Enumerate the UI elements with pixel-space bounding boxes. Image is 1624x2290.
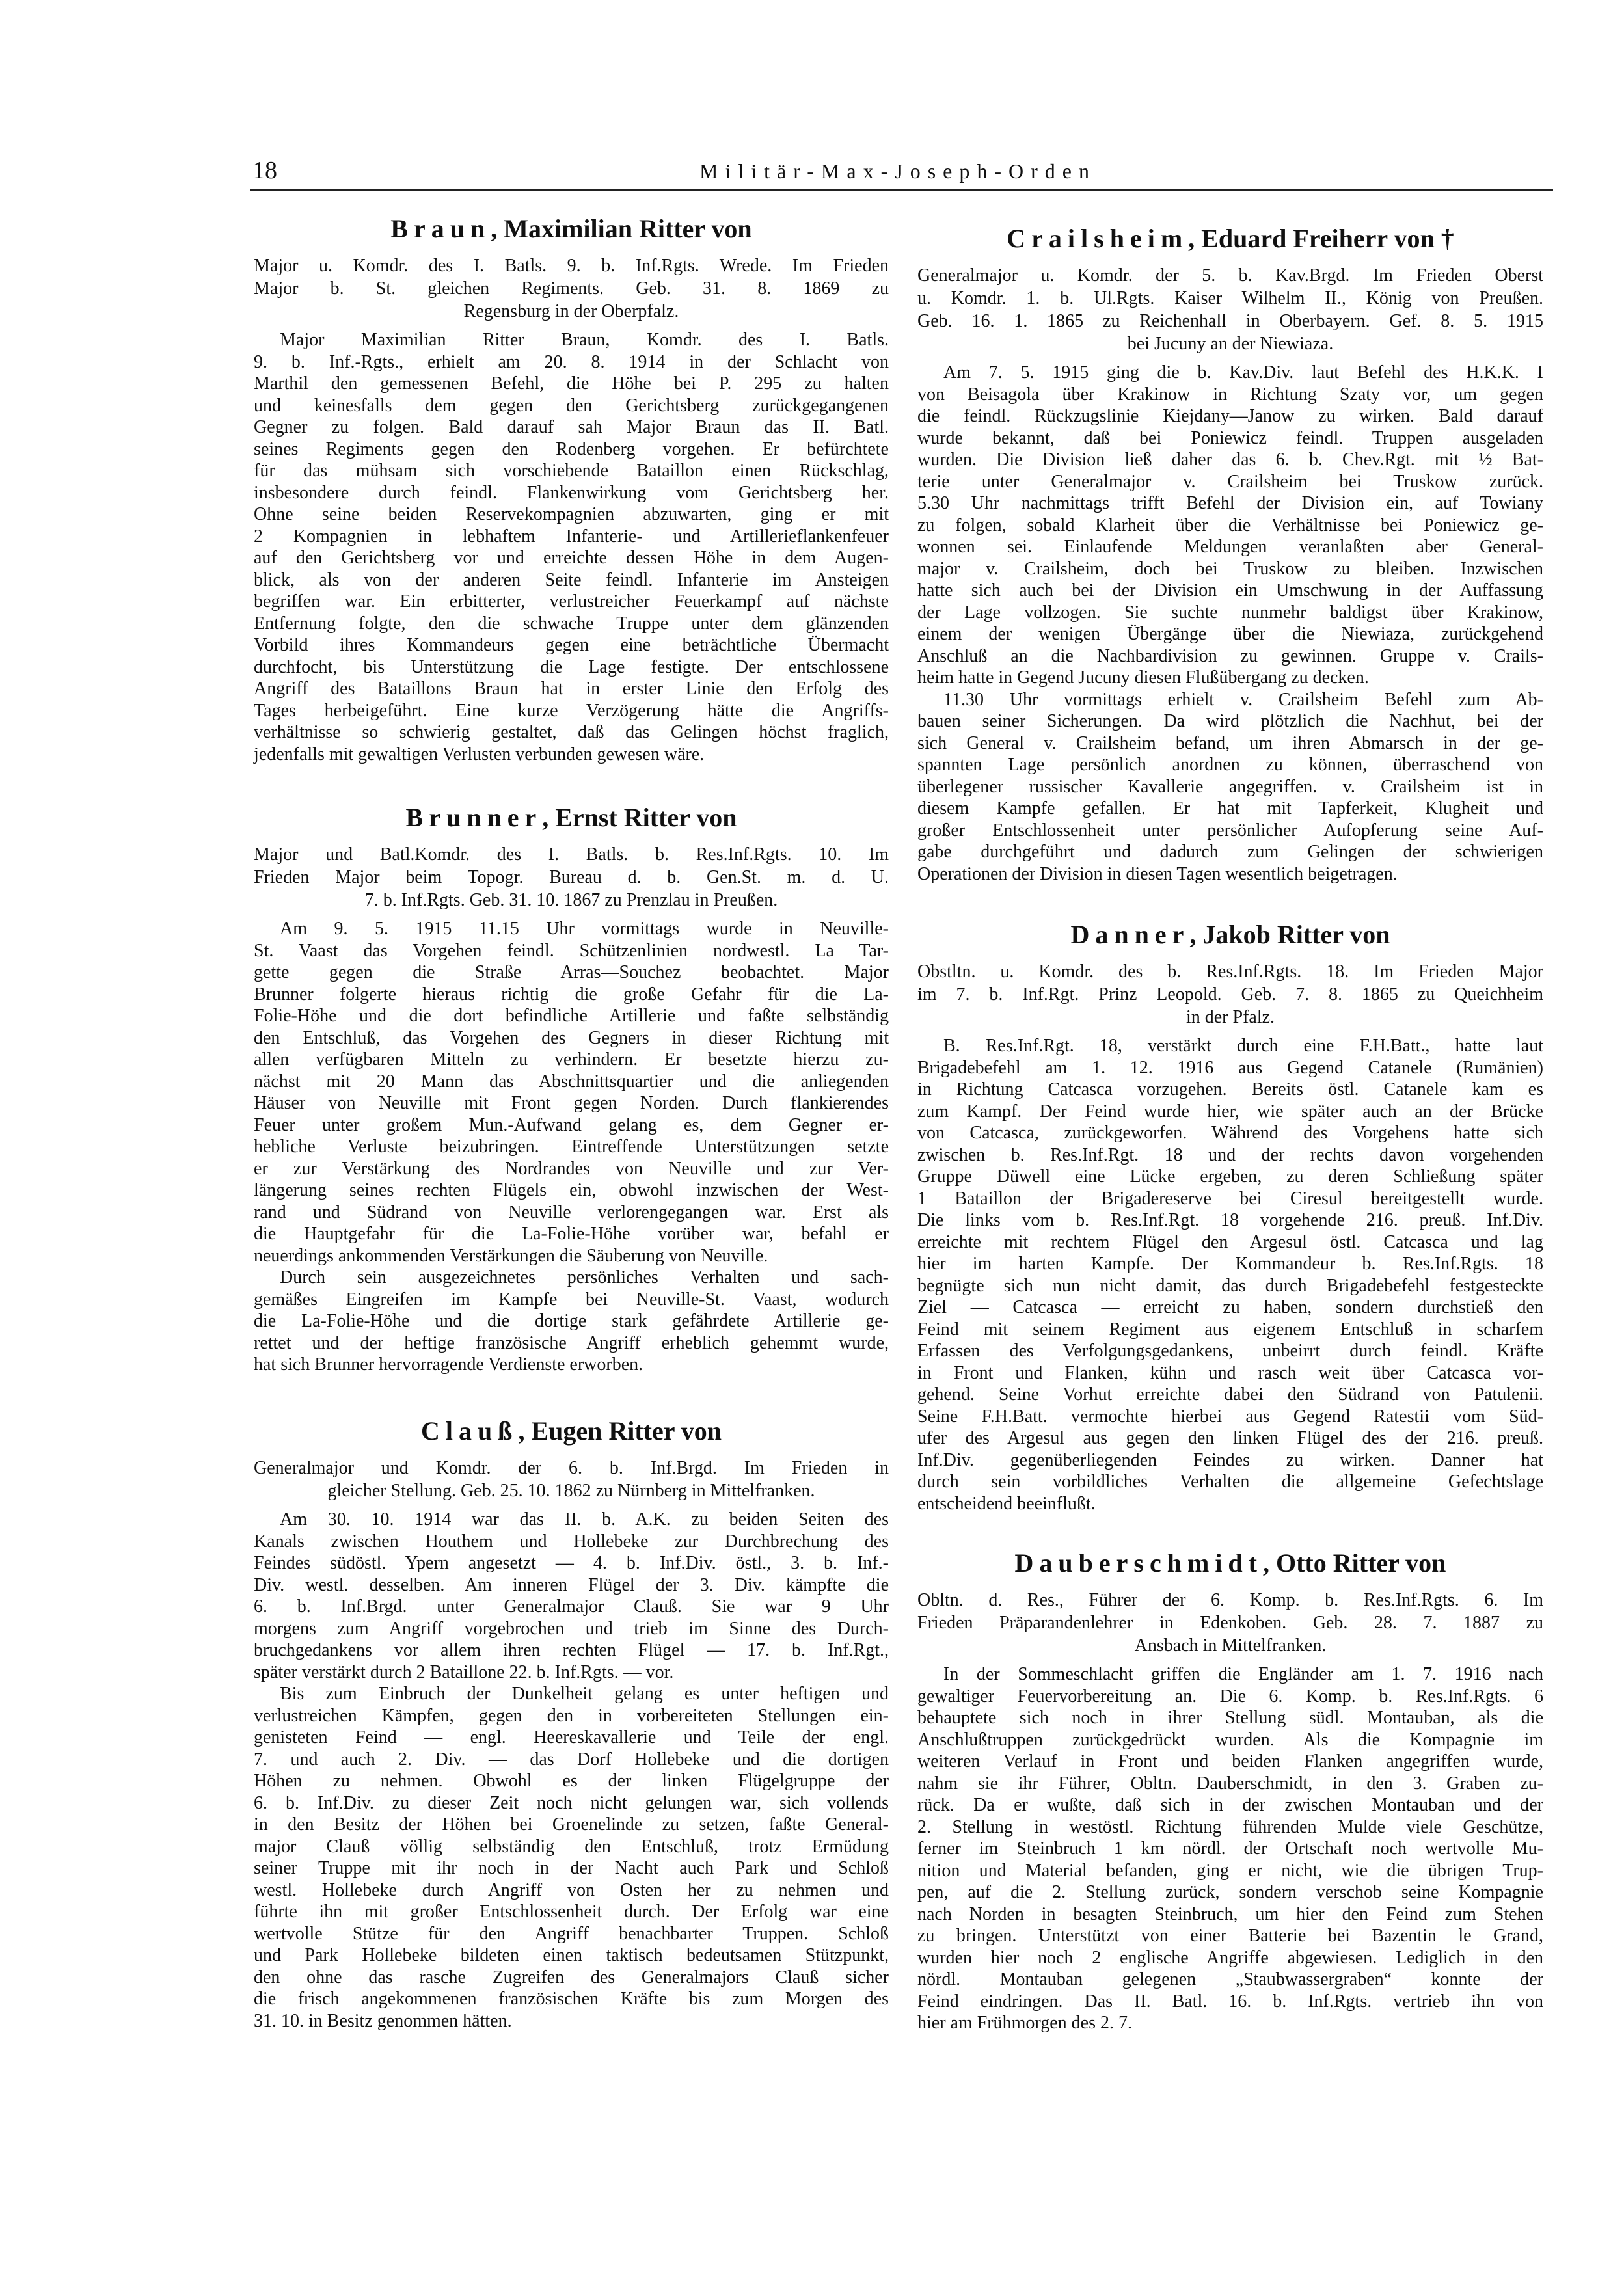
text-line: in den Besitz der Höhen bei Groenelinde zu setzen, faßte General- xyxy=(254,1814,889,1835)
summary-line: Generalmajor und Komdr. der 6. b. Inf.Brgd. Im Frieden in xyxy=(254,1458,889,1478)
text-line: rettet und der heftige französische Angriff erheblich gehemmt wurde, xyxy=(254,1332,889,1353)
text-line: für das mühsam sich vorschiebende Bataillon einen Rückschlag, xyxy=(254,461,889,481)
entry-service-summary xyxy=(917,1589,1543,1657)
text-line: Ziel — Catcasca — erreicht zu haben, sondern durchstieß den xyxy=(917,1297,1543,1317)
text-line: Vorbild ihres Kommandeurs gegen eine beträchtliche Übermacht xyxy=(254,635,889,655)
entry-body xyxy=(917,362,1543,885)
text-line: spannten Lage persönlich anordnen zu können, überraschend von xyxy=(917,755,1543,775)
entry-body xyxy=(917,1035,1543,1515)
text-line: von Catcasca, zurückgeworfen. Während des Vorgehens hatte sich xyxy=(917,1123,1543,1143)
summary-line: Frieden Präparandenlehrer in Edenkoben. Geb. 28. 7. 1887 zu xyxy=(917,1613,1543,1633)
text-line: nahm sie ihr Führer, Obltn. Dauberschmidt, in den 3. Graben zu- xyxy=(917,1773,1543,1794)
paragraph xyxy=(917,362,1543,689)
summary-line: in der Pfalz. xyxy=(1185,1007,1275,1027)
text-line: erreichte mit rechtem Flügel den Argesul östl. Catcasca und lag xyxy=(917,1232,1543,1252)
text-line: verhältnisse so schwierig gestaltet, daß das Gelingen höchst fraglich, xyxy=(254,722,889,742)
text-line: Anschluß an die Nachbardivision zu gewinnen. Gruppe v. Crails- xyxy=(917,645,1543,666)
text-line: diesem Kampfe gefallen. Er hat mit Tapferkeit, Klugheit und xyxy=(917,798,1543,818)
paragraph xyxy=(917,1664,1543,2034)
entry-service-summary xyxy=(254,1457,889,1502)
text-line: Div. westl. desselben. Am inneren Flügel der 3. Div. kämpfte die xyxy=(254,1574,889,1595)
text-line: Höhen zu nehmen. Obwohl es der linken Flügelgruppe der xyxy=(254,1771,889,1791)
text-line: nach Norden in besagten Steinbruch, um hier den Feind zum Stehen xyxy=(917,1904,1543,1924)
text-line: blick, als von der anderen Seite feindl. Infanterie im Ansteigen xyxy=(254,569,889,590)
text-line: major v. Crailsheim, doch bei Truskow zu bleiben. Inzwischen xyxy=(917,558,1543,579)
text-line: Durch sein ausgezeichnetes persönliches Verhalten und sach- xyxy=(280,1267,889,1287)
text-line: Kanals zwischen Houthem und Hollebeke zur Durchbrechung des xyxy=(254,1531,889,1552)
text-line: allen verfügbaren Mitteln zu verhindern. Er besetzte hierzu zu- xyxy=(254,1049,889,1070)
text-line: zum Kampf. Der Feind wurde hier, wie später auch an der Brücke xyxy=(917,1101,1543,1122)
text-line: 9. b. Inf.-Rgts., erhielt am 20. 8. 1914 in der Schlacht von xyxy=(254,351,889,372)
summary-line: Major b. St. gleichen Regiments. Geb. 31. 8. 1869 zu xyxy=(254,278,889,299)
text-line: wurde bekannt, daß bei Poniewicz feindl. Truppen ausgeladen xyxy=(917,427,1543,448)
text-line: durchfocht, bis Unterstützung die Lage festigte. Der entschlossene xyxy=(254,656,889,677)
entry-service-summary xyxy=(917,264,1543,355)
text-line: hat sich Brunner hervorragende Verdienste erworben. xyxy=(254,1354,643,1375)
text-line: B. Res.Inf.Rgt. 18, verstärkt durch eine F.H.Batt., hatte laut xyxy=(943,1036,1543,1056)
text-line: 7. und auch 2. Div. — das Dorf Hollebeke und die dortigen xyxy=(254,1749,889,1770)
entry-brunner xyxy=(254,800,889,1376)
text-line: seiner Truppe mit ihr noch in der Nacht auch Park und Schloß xyxy=(254,1858,889,1878)
text-line: ufer des Argesul aus gegen den linken Flügel des der 216. preuß. xyxy=(917,1428,1543,1448)
summary-line: Major und Batl.Komdr. des I. Batls. b. Res.Inf.Rgts. 10. Im xyxy=(254,844,889,865)
entry-name-rest: , Otto Ritter von xyxy=(1263,1548,1446,1578)
text-line: und Park Hollebeke bildeten einen taktisch bedeutsamen Stützpunkt, xyxy=(254,1945,889,1965)
entry-heading xyxy=(917,221,1543,257)
entry-heading xyxy=(254,211,889,247)
summary-line: 7. b. Inf.Rgts. Geb. 31. 10. 1867 zu Prenzlau in Preußen. xyxy=(364,890,778,910)
text-line: bauen seiner Sicherungen. Da wird plötzlich die Nachhut, bei der xyxy=(917,711,1543,731)
entry-surname: Braun xyxy=(390,214,491,243)
text-line: Bis zum Einbruch der Dunkelheit gelang es unter heftigen und xyxy=(280,1684,889,1704)
entry-body xyxy=(254,329,889,765)
text-line: hebliche Verluste beizubringen. Eintreffende Unterstützungen setzte xyxy=(254,1137,889,1157)
summary-line: Geb. 16. 1. 1865 zu Reichenhall in Oberbayern. Gef. 8. 5. 1915 xyxy=(917,311,1543,331)
entry-dauberschmidt xyxy=(917,1545,1543,2034)
text-line: neuerdings ankommenden Verstärkungen die Säuberung von Neuville. xyxy=(254,1245,768,1266)
text-line: Operationen der Division in diesen Tagen wesentlich beigetragen. xyxy=(917,863,1398,884)
text-line: 11.30 Uhr vormittags erhielt v. Crailsheim Befehl zum Ab- xyxy=(943,689,1543,710)
entry-braun xyxy=(254,211,889,765)
entry-heading xyxy=(917,1545,1543,1582)
entry-danner xyxy=(917,917,1543,1515)
text-line: bruchgedankens vor allem ihren rechten Flügel — 17. b. Inf.Rgt., xyxy=(254,1640,889,1660)
text-line: und keinesfalls dem gegen den Gerichtsberg zurückgegangenen xyxy=(254,395,889,416)
text-line: Brigadebefehl am 1. 12. 1916 aus Gegend Catanele (Rumänien) xyxy=(917,1057,1543,1078)
text-line: Feindes südöstl. Ypern angesetzt — 4. b. Inf.Div. östl., 3. b. Inf.- xyxy=(254,1553,889,1573)
text-line: seines Regiments gegen den Rodenberg vorgehen. Er befürchtete xyxy=(254,438,889,459)
paragraph xyxy=(917,1035,1543,1515)
text-line: überlegener russischer Kavallerie angegriffen. v. Crailsheim ist in xyxy=(917,776,1543,797)
summary-line: gleicher Stellung. Geb. 25. 10. 1862 zu Nürnberg in Mittelfranken. xyxy=(327,1481,815,1501)
text-line: hier am Frühmorgen des 2. 7. xyxy=(917,2013,1132,2033)
paragraph xyxy=(254,329,889,765)
text-line: Die links vom b. Res.Inf.Rgt. 18 vorgehende 216. preuß. Inf.Div. xyxy=(917,1210,1543,1230)
entry-name-rest: , Ernst Ritter von xyxy=(542,803,737,832)
page-number: 18 xyxy=(252,157,277,184)
entry-heading xyxy=(254,800,889,836)
text-line: rück. Da er wußte, daß sich in der zwischen Montauban und der xyxy=(917,1795,1543,1815)
header-divider xyxy=(250,189,1553,191)
text-line: genisteten Feind — engl. Heereskavallerie und Teile der engl. xyxy=(254,1727,889,1747)
summary-line: Generalmajor u. Komdr. der 5. b. Kav.Brgd. Im Frieden Oberst xyxy=(917,265,1543,286)
text-line: ferner im Steinbruch 1 km nördl. der Ortschaft noch wertvolle Mu- xyxy=(917,1839,1543,1859)
text-line: heim hatte in Gegend Jucuny diesen Flußübergang zu decken. xyxy=(917,667,1369,688)
summary-line: Major u. Komdr. des I. Batls. 9. b. Inf.Rgts. Wrede. Im Frieden xyxy=(254,256,889,276)
text-line: gette gegen die Straße Arras—Souchez beobachtet. Major xyxy=(254,962,889,982)
text-line: wurden hier noch 2 englische Angriffe abgewiesen. Lediglich in den xyxy=(917,1947,1543,1968)
text-line: westl. Hollebeke durch Angriff von Osten her zu nehmen und xyxy=(254,1879,889,1900)
text-line: zwischen b. Res.Inf.Rgt. 18 und der rechts davon vorgehenden xyxy=(917,1144,1543,1165)
text-line: 6. b. Inf.Brgd. unter Generalmajor Clauß. Sie war 9 Uhr xyxy=(254,1596,889,1617)
text-line: jedenfalls mit gewaltigen Verlusten verbunden gewesen wäre. xyxy=(254,744,705,764)
text-line: den Entschluß, das Vorgehen des Gegners in dieser Richtung mit xyxy=(254,1027,889,1048)
paragraph xyxy=(254,918,889,1267)
text-line: weiteren Verlauf in Front und beiden Flanken angegriffen wurde, xyxy=(917,1751,1543,1771)
running-title: Militär-Max-Joseph-Orden xyxy=(699,159,1096,183)
summary-line: im 7. b. Inf.Rgt. Prinz Leopold. Geb. 7. 8. 1865 zu Queichheim xyxy=(917,984,1543,1004)
text-line: 2 Kompagnien in lebhaftem Infanterie- und Artillerieflankenfeuer xyxy=(254,526,889,546)
entry-surname: Brunner xyxy=(405,803,543,832)
entry-body xyxy=(254,918,889,1376)
text-line: wonnen sei. Einlaufende Meldungen veranlaßten aber General- xyxy=(917,537,1543,557)
text-line: sich General v. Crailsheim befand, um ihren Abmarsch in der ge- xyxy=(917,733,1543,753)
entry-surname: Crailsheim xyxy=(1007,224,1189,253)
text-line: wurden. Die Division ließ daher das 6. b. Chev.Rgt. mit ½ Bat- xyxy=(917,450,1543,470)
summary-line: bei Jucuny an der Niewiaza. xyxy=(1127,334,1334,354)
entry-body xyxy=(917,1664,1543,2034)
entry-name-rest: , Jakob Ritter von xyxy=(1189,920,1390,949)
text-line: 5.30 Uhr nachmittags trifft Befehl der Division ein, auf Towiany xyxy=(917,493,1543,513)
text-line: Tages herbeigeführt. Eine kurze Verzögerung hätte die Angriffs- xyxy=(254,700,889,721)
text-line: Folie-Höhe und die dort befindliche Artillerie und faßte selbständig xyxy=(254,1006,889,1026)
summary-line: Regensburg in der Oberpfalz. xyxy=(463,301,679,321)
text-line: durch sein vorbildliches Verhalten die allgemeine Gefechtslage xyxy=(917,1472,1543,1492)
text-line: die La-Folie-Höhe und die dortige stark gefährdete Artillerie ge- xyxy=(254,1311,889,1331)
text-line: Inf.Div. gegenüberliegenden Feindes zu wirken. Danner hat xyxy=(917,1449,1543,1470)
text-line: 31. 10. in Besitz genommen hätten. xyxy=(254,2010,512,2031)
text-line: terie unter Generalmajor v. Crailsheim bei Truskow zurück. xyxy=(917,471,1543,492)
text-line: Erfassen des Verfolgungsgedankens, unbeirrt durch feindl. Kräfte xyxy=(917,1341,1543,1361)
text-line: Gruppe Düwell eine Lücke ergeben, zu deren Schließung später xyxy=(917,1166,1543,1187)
text-line: die feindl. Rückzugslinie Kiejdany—Janow zu wirken. Bald darauf xyxy=(917,406,1543,426)
summary-line: Ansbach in Mittelfranken. xyxy=(1134,1636,1327,1656)
text-line: gemäßes Eingreifen im Kampfe bei Neuville-St. Vaast, wodurch xyxy=(254,1289,889,1310)
text-line: nition und Material befanden, ging er nicht, wie die übrigen Trup- xyxy=(917,1860,1543,1881)
text-line: pen, auf die 2. Stellung zurück, sondern verschob seine Kompagnie xyxy=(917,1882,1543,1902)
summary-line: Obltn. d. Res., Führer der 6. Komp. b. Res.Inf.Rgts. 6. Im xyxy=(917,1590,1543,1610)
text-line: begriffen war. Ein erbitterter, verlustreicher Feuerkampf auf nächste xyxy=(254,591,889,612)
text-line: die frisch angekommenen französischen Kräfte bis zum Morgen des xyxy=(254,1989,889,2009)
text-line: Brunner folgerte hieraus richtig die große Gefahr für die La- xyxy=(254,984,889,1004)
text-line: Feind eindringen. Das II. Batl. 16. b. Inf.Rgts. vertrieb ihn von xyxy=(917,1991,1543,2012)
text-line: wertvolle Stütze für den Angriff benachbarter Truppen. Schloß xyxy=(254,1923,889,1944)
text-line: in Richtung Catcasca vorzugehen. Bereits östl. Catanele kam es xyxy=(917,1079,1543,1099)
entry-heading xyxy=(254,1413,889,1449)
text-line: In der Sommeschlacht griffen die Engländer am 1. 7. 1916 nach xyxy=(943,1664,1543,1684)
text-line: Gegner zu folgen. Bald darauf sah Major Braun das II. Batl. xyxy=(254,417,889,437)
summary-line: Frieden Major beim Topogr. Bureau d. b. Gen.St. m. d. U. xyxy=(254,867,889,887)
text-line: Am 9. 5. 1915 11.15 Uhr vormittags wurde in Neuville- xyxy=(280,919,889,939)
summary-line: Obstltn. u. Komdr. des b. Res.Inf.Rgts. 18. Im Frieden Major xyxy=(917,962,1543,982)
text-line: begnügte sich nun nicht damit, das durch Brigadebefehl festgesteckte xyxy=(917,1275,1543,1296)
text-line: gewaltiger Feuervorbereitung an. Die 6. Komp. b. Res.Inf.Rgts. 6 xyxy=(917,1686,1543,1706)
text-line: zu bringen. Unterstützt von einer Batterie bei Bazentin le Grand, xyxy=(917,1926,1543,1946)
text-line: Häuser von Neuville mit Front gegen Norden. Durch flankierendes xyxy=(254,1093,889,1113)
text-line: insbesondere durch feindl. Flankenwirkung vom Gerichtsberg her. xyxy=(254,482,889,503)
paragraph xyxy=(254,1509,889,1683)
text-line: Entfernung folgte, den die schwache Truppe unter dem glänzenden xyxy=(254,613,889,634)
text-line: Marthil den gemessenen Befehl, die Höhe bei P. 295 zu halten xyxy=(254,373,889,394)
text-line: 6. b. Inf.Div. zu dieser Zeit noch nicht gelungen war, sich vollends xyxy=(254,1792,889,1813)
text-line: Angriff des Bataillons Braun hat in erster Linie den Erfolg des xyxy=(254,679,889,699)
text-line: längerung seines rechten Flügels ein, obwohl inzwischen der West- xyxy=(254,1180,889,1200)
text-line: Feind mit seinem Regiment aus eigenem Entschluß in scharfem xyxy=(917,1319,1543,1340)
entry-body xyxy=(254,1509,889,2032)
text-line: morgens zum Angriff vorgebrochen und trieb im Sinne des Durch- xyxy=(254,1618,889,1639)
text-line: Ohne seine beiden Reservekompagnien abzuwarten, ging er mit xyxy=(254,504,889,524)
text-line: führte ihn mit großer Entschlossenheit durch. Der Erfolg war eine xyxy=(254,1902,889,1922)
text-line: hatte sich auch bei der Division ein Umschwung in der Auffassung xyxy=(917,580,1543,600)
text-line: hier im harten Kampfe. Der Kommandeur b. Res.Inf.Rgts. 18 xyxy=(917,1254,1543,1274)
text-line: in Front und Flanken, kühn und rasch weit über Catcasca vor- xyxy=(917,1362,1543,1383)
summary-line: u. Komdr. 1. b. Ul.Rgts. Kaiser Wilhelm II., König von Preußen. xyxy=(917,288,1543,308)
entry-name-rest: , Eugen Ritter von xyxy=(518,1416,722,1446)
entry-name-rest: , Maximilian Ritter von xyxy=(491,214,752,243)
entry-name-rest: , Eduard Freiherr von † xyxy=(1188,224,1454,253)
entry-service-summary xyxy=(254,843,889,911)
text-line: zu folgen, sobald Klarheit über die Verhältnisse bei Poniewicz ge- xyxy=(917,515,1543,535)
text-line: nächst mit 20 Mann das Abschnittsquartier und die anliegenden xyxy=(254,1071,889,1092)
paragraph xyxy=(917,689,1543,885)
text-line: von Beisagola über Krakinow in Richtung Szaty vor, um gegen xyxy=(917,384,1543,405)
text-line: die Hauptgefahr für die La-Folie-Höhe vorüber war, befahl er xyxy=(254,1224,889,1244)
text-line: einem der wenigen Übergänge über die Niewiaza, zurückgehend xyxy=(917,624,1543,644)
text-line: Feuer unter großem Mun.-Aufwand gelang es, dem Gegner er- xyxy=(254,1114,889,1135)
text-line: verlustreichen Kämpfen, gegen den in vorbereiteten Stellungen ein- xyxy=(254,1705,889,1726)
entry-service-summary xyxy=(917,960,1543,1029)
entry-clauß xyxy=(254,1413,889,2032)
text-line: major Clauß völlig selbständig den Entschluß, trotz Ermüdung xyxy=(254,1836,889,1857)
entry-heading xyxy=(917,917,1543,953)
text-line: Major Maximilian Ritter Braun, Komdr. des I. Batls. xyxy=(280,330,889,350)
text-line: Am 7. 5. 1915 ging die b. Kav.Div. laut Befehl des H.K.K. I xyxy=(943,362,1543,383)
entry-service-summary xyxy=(254,254,889,323)
text-line: den ohne das rasche Zugreifen des Generalmajors Clauß sicher xyxy=(254,1967,889,1987)
text-line: entscheidend beeinflußt. xyxy=(917,1493,1096,1514)
text-line: Am 30. 10. 1914 war das II. b. A.K. zu beiden Seiten des xyxy=(280,1509,889,1529)
text-line: gehend. Seine Vorhut erreichte dabei den Südrand von Patulenii. xyxy=(917,1384,1543,1405)
paragraph xyxy=(254,1267,889,1376)
text-line: großer Entschlossenheit unter persönlicher Aufopferung seine Auf- xyxy=(917,820,1543,841)
text-line: der Lage vollzogen. Sie suchte nunmehr baldigst über Krakinow, xyxy=(917,602,1543,623)
text-line: 2. Stellung in westöstl. Richtung führenden Mulde viele Geschütze, xyxy=(917,1816,1543,1837)
text-line: Seine F.H.Batt. vermochte hierbei aus Gegend Ratestii vom Süd- xyxy=(917,1406,1543,1427)
text-line: auf den Gerichtsberg vor und erreichte dessen Höhe in dem Augen- xyxy=(254,548,889,568)
text-line: er zur Verstärkung des Nordrandes von Neuville und zur Ver- xyxy=(254,1158,889,1179)
entry-crailsheim xyxy=(917,221,1543,885)
entry-surname: Danner xyxy=(1070,920,1190,949)
entry-surname: Clauß xyxy=(420,1416,519,1446)
text-line: behauptete sich noch in ihrer Stellung südl. Montauban, als die xyxy=(917,1708,1543,1728)
text-line: 1 Bataillon der Brigadereserve bei Ciresul bereitgestellt wurde. xyxy=(917,1188,1543,1209)
text-line: Anschlußtruppen zurückgedrückt wurden. Als die Kompagnie im xyxy=(917,1729,1543,1750)
entry-surname: Dauberschmidt xyxy=(1014,1548,1263,1578)
text-line: nördl. Montauban gelegenen „Staubwassergraben“ konnte der xyxy=(917,1969,1543,1989)
text-line: gabe durchgeführt und dadurch zum Gelingen der schwierigen xyxy=(917,842,1543,862)
text-line: St. Vaast das Vorgehen feindl. Schützenlinien nordwestl. La Tar- xyxy=(254,940,889,961)
text-line: rand und Südrand von Neuville verlorengegangen war. Erst als xyxy=(254,1202,889,1222)
text-line: später verstärkt durch 2 Bataillone 22. b. Inf.Rgts. — vor. xyxy=(254,1662,674,1682)
paragraph xyxy=(254,1683,889,2032)
